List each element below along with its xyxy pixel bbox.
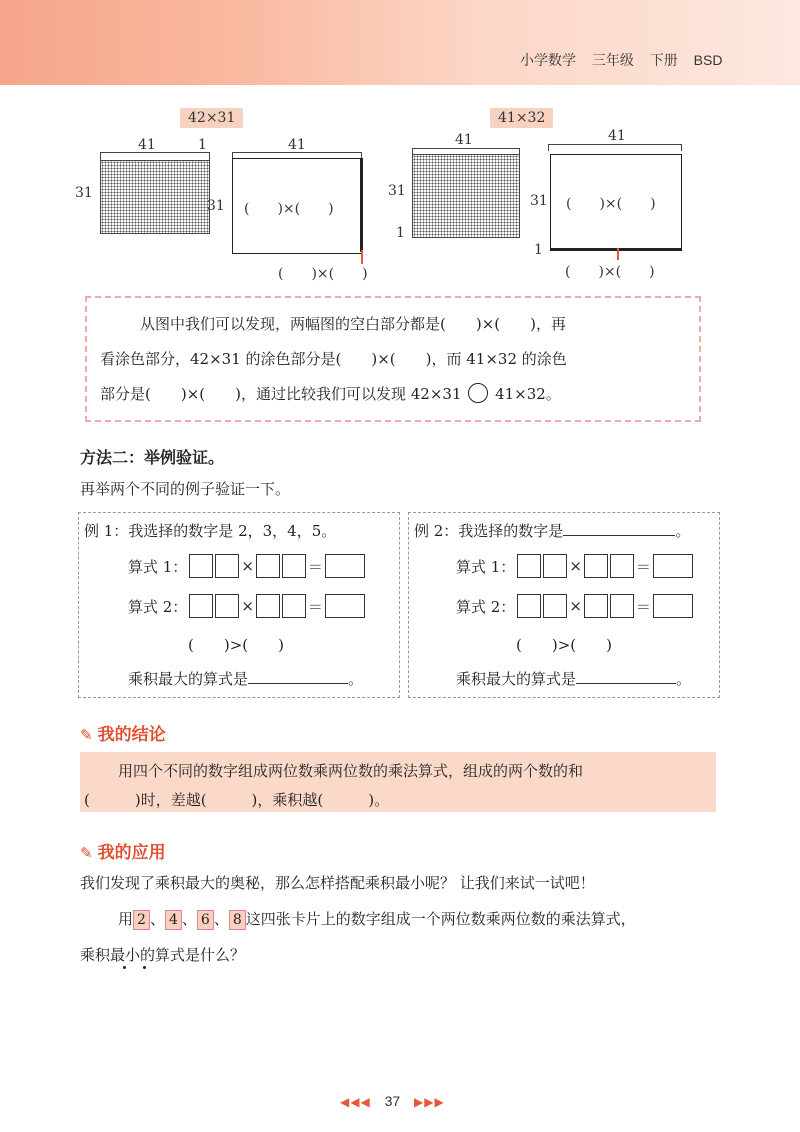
right-strip-marker bbox=[617, 248, 619, 260]
right-dot-extra-label: 1 bbox=[396, 225, 405, 241]
pen-icon: ✎ bbox=[80, 844, 93, 862]
left-strip-expression: ( )×( ) bbox=[278, 266, 368, 282]
equals-sign: ＝ bbox=[307, 557, 323, 576]
digit-box[interactable] bbox=[584, 594, 608, 618]
application-title: 我的应用 bbox=[97, 843, 166, 862]
digit-box[interactable] bbox=[610, 554, 634, 578]
right-dot-grid bbox=[412, 154, 520, 238]
right-box-extra-label: 1 bbox=[534, 242, 543, 258]
example1-max-label: 乘积最大的算式是 bbox=[128, 670, 249, 688]
example2-formula1-label: 算式 1： bbox=[456, 557, 516, 576]
conclusion-heading bbox=[80, 720, 166, 745]
period: 。 bbox=[676, 670, 692, 688]
example1-formula1-row bbox=[128, 554, 365, 578]
left-box-width-label: 41 bbox=[288, 137, 306, 153]
header-edition: BSD bbox=[693, 52, 723, 68]
digit-box[interactable] bbox=[610, 594, 634, 618]
result-box[interactable] bbox=[653, 554, 693, 578]
example2-formula2-label: 算式 2： bbox=[456, 597, 516, 616]
result-box[interactable] bbox=[653, 594, 693, 618]
times-sign: × bbox=[569, 557, 582, 575]
conclusion-line-1: 用四个不同的数字组成两位数乘两位数的乘法算式，组成的两个数的和 bbox=[118, 762, 584, 780]
emphasis-dot bbox=[123, 966, 126, 969]
right-strip-expression: ( )×( ) bbox=[565, 264, 655, 280]
pen-icon: ✎ bbox=[80, 726, 93, 744]
left-figure-title: 42×31 bbox=[180, 108, 243, 128]
equals-sign: ＝ bbox=[635, 597, 651, 616]
left-box-expression: ( )×( ) bbox=[244, 201, 334, 217]
right-box-brace bbox=[548, 144, 682, 151]
application-line-3: 乘积最小的算式是什么？ bbox=[80, 946, 246, 964]
period: 。 bbox=[675, 522, 691, 540]
discovery-line-1: 从图中我们可以发现，两幅图的空白部分都是( )×( )，再 bbox=[140, 315, 566, 333]
example1-title: 例 1：我选择的数字是 2，3，4，5。 bbox=[84, 522, 337, 540]
example2-max-label: 乘积最大的算式是 bbox=[456, 670, 577, 688]
left-shaded-strip bbox=[360, 158, 363, 252]
right-box-width-label: 41 bbox=[608, 128, 626, 144]
card-4: 4 bbox=[165, 910, 182, 930]
example1-formula2-row bbox=[128, 594, 365, 618]
digit-box[interactable] bbox=[189, 554, 213, 578]
example2-compare: ( )>( ) bbox=[516, 636, 612, 654]
digit-box[interactable] bbox=[256, 554, 280, 578]
period: 。 bbox=[348, 670, 364, 688]
application-line-2-prefix: 用 bbox=[118, 910, 134, 928]
times-sign: × bbox=[569, 597, 582, 615]
example2-title-row bbox=[414, 520, 690, 541]
right-shaded-strip bbox=[550, 248, 682, 251]
result-box[interactable] bbox=[325, 554, 365, 578]
page-footer bbox=[340, 1093, 445, 1109]
example2-formula2-row bbox=[456, 594, 693, 618]
example1-compare: ( )>( ) bbox=[188, 636, 284, 654]
application-line-1: 我们发现了乘积最大的奥秘，那么怎样搭配乘积最小呢？ 让我们来试一试吧！ bbox=[80, 874, 595, 892]
example2-title: 例 2：我选择的数字是 bbox=[414, 522, 564, 540]
left-strip-marker bbox=[361, 250, 363, 264]
right-arrows-icon: ▶▶▶ bbox=[414, 1095, 445, 1109]
digit-box[interactable] bbox=[584, 554, 608, 578]
header-volume: 下册 bbox=[649, 52, 678, 68]
right-box-expression: ( )×( ) bbox=[566, 196, 656, 212]
digit-box[interactable] bbox=[543, 594, 567, 618]
digit-box[interactable] bbox=[215, 594, 239, 618]
example2-max-row bbox=[456, 668, 691, 689]
application-line-2 bbox=[118, 908, 636, 930]
example1-max-row bbox=[128, 668, 363, 689]
result-box[interactable] bbox=[325, 594, 365, 618]
conclusion-line-2: ( )时，差越( )，乘积越( )。 bbox=[84, 791, 390, 809]
emphasis-dot bbox=[143, 966, 146, 969]
application-line-2-suffix: 这四张卡片上的数字组成一个两位数乘两位数的乘法算式， bbox=[245, 910, 636, 928]
answer-line[interactable] bbox=[576, 669, 676, 684]
digit-box[interactable] bbox=[517, 594, 541, 618]
digit-choice-line[interactable] bbox=[563, 521, 675, 536]
sep: 、 bbox=[181, 910, 197, 928]
equals-sign: ＝ bbox=[635, 557, 651, 576]
card-8: 8 bbox=[229, 910, 246, 930]
compare-circle[interactable] bbox=[468, 383, 488, 403]
example1-formula2-label: 算式 2： bbox=[128, 597, 188, 616]
right-dot-width-label: 41 bbox=[455, 132, 473, 148]
right-dot-height-label: 31 bbox=[388, 183, 406, 199]
left-arrows-icon: ◀◀◀ bbox=[340, 1095, 371, 1109]
sep: 、 bbox=[149, 910, 165, 928]
card-2: 2 bbox=[133, 910, 150, 930]
discovery-line-3-a: 部分是( )×( )，通过比较我们可以发现 42×31 bbox=[100, 385, 462, 403]
digit-box[interactable] bbox=[215, 554, 239, 578]
digit-box[interactable] bbox=[256, 594, 280, 618]
left-dot-height-label: 31 bbox=[75, 185, 93, 201]
digit-box[interactable] bbox=[189, 594, 213, 618]
header-info bbox=[520, 50, 734, 70]
page-header bbox=[0, 0, 800, 85]
page-number: 37 bbox=[384, 1093, 401, 1109]
sep: 、 bbox=[213, 910, 229, 928]
equals-sign: ＝ bbox=[307, 597, 323, 616]
discovery-line-2: 看涂色部分，42×31 的涂色部分是( )×( )，而 41×32 的涂色 bbox=[100, 350, 567, 368]
header-subject: 小学数学 bbox=[520, 52, 576, 68]
header-grade: 三年级 bbox=[591, 52, 634, 68]
application-heading bbox=[80, 838, 166, 863]
right-box-height-label: 31 bbox=[530, 193, 548, 209]
digit-box[interactable] bbox=[282, 594, 306, 618]
conclusion-title: 我的结论 bbox=[97, 725, 166, 744]
example1-formula1-label: 算式 1： bbox=[128, 557, 188, 576]
left-dot-extra-label: 1 bbox=[198, 137, 207, 153]
discovery-line-3 bbox=[100, 383, 561, 405]
times-sign: × bbox=[241, 557, 254, 575]
method2-subtitle: 再举两个不同的例子验证一下。 bbox=[80, 480, 291, 498]
answer-line[interactable] bbox=[248, 669, 348, 684]
times-sign: × bbox=[241, 597, 254, 615]
method2-title: 方法二：举例验证。 bbox=[80, 450, 225, 467]
digit-box[interactable] bbox=[517, 554, 541, 578]
example2-formula1-row bbox=[456, 554, 693, 578]
left-box-height-label: 31 bbox=[207, 198, 225, 214]
discovery-line-3-b: 41×32。 bbox=[495, 385, 561, 403]
header-band bbox=[0, 0, 800, 85]
left-dot-width-label: 41 bbox=[138, 137, 156, 153]
digit-box[interactable] bbox=[282, 554, 306, 578]
right-figure-title: 41×32 bbox=[490, 108, 553, 128]
left-dot-grid bbox=[100, 160, 210, 234]
card-6: 6 bbox=[197, 910, 214, 930]
digit-box[interactable] bbox=[543, 554, 567, 578]
